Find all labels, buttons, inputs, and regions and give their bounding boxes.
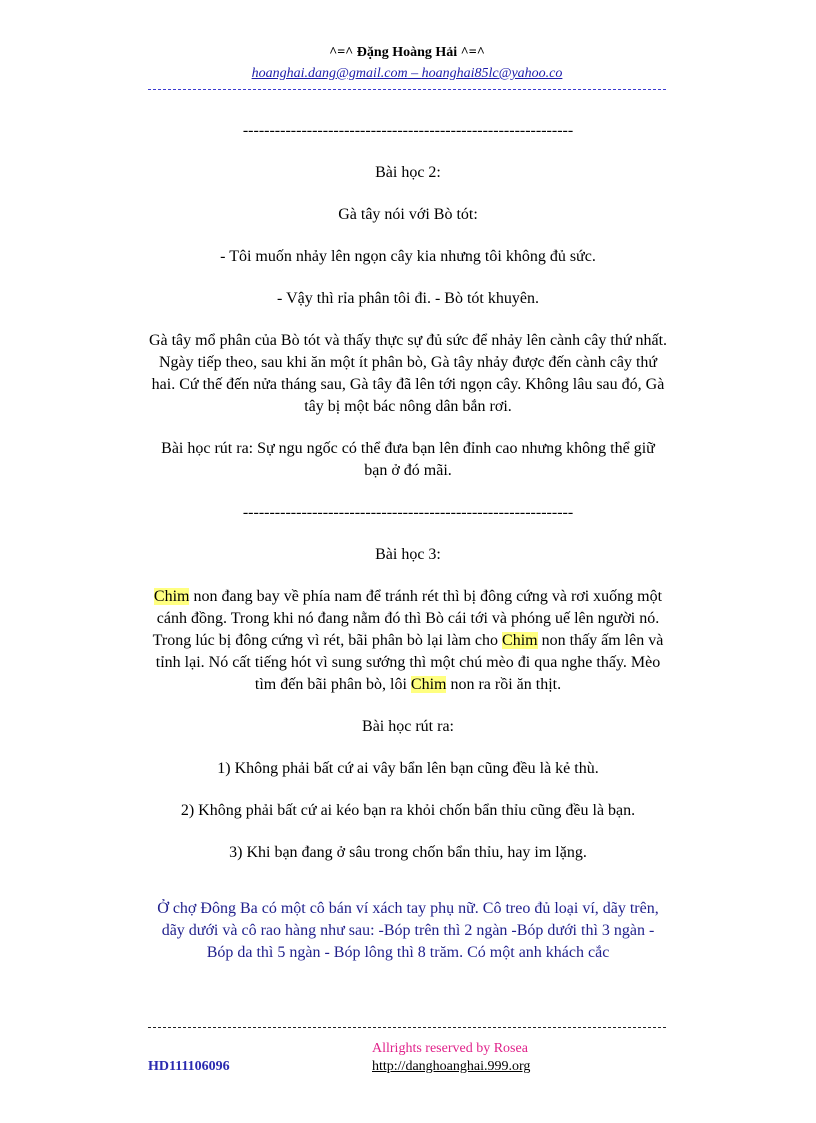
highlighted-word: Chim bbox=[502, 632, 538, 649]
lesson3-moral2: 2) Không phải bất cứ ai kéo bạn ra khỏi chốn bẩn thỉu cũng đều là bạn. bbox=[180, 802, 636, 819]
highlighted-word: Chim bbox=[153, 588, 190, 605]
highlighted-word: Chim bbox=[410, 676, 447, 693]
header-emails bbox=[148, 66, 666, 82]
header-divider bbox=[148, 89, 666, 90]
closing-paragraph: Ở chợ Đông Ba có một cô bán ví xách tay phụ nữ. Cô treo đủ loại ví, dãy trên, dãy dưới và cô rao hàng như sau: -Bóp trên thì 2 ngàn -Bóp dưới thì 3 ngàn - Bóp da thì 5 ngàn - Bóp lông thì 8 trăm. Có một anh khách cắc bbox=[157, 900, 659, 961]
section-separator: -------------------------------------------------------------- bbox=[242, 122, 574, 139]
lesson3-text-part3: non ra rồi ăn thịt. bbox=[446, 676, 562, 693]
footer-divider bbox=[148, 1027, 666, 1028]
lesson3-moral-heading: Bài học rút ra: bbox=[362, 718, 454, 735]
lesson2-paragraph: Gà tây mổ phân của Bò tót và thấy thực sự đủ sức để nhảy lên cành cây thứ nhất. Ngày tiếp theo, sau khi ăn một ít phân bò, Gà tây nhảy được đến cành cây thứ hai. Cứ thế đến nửa tháng sau, Gà tây đã lên tới ngọn cây. Không lâu sau đó, Gà tây bị một bác nông dân bắn rơi. bbox=[148, 332, 668, 415]
lesson3-moral1: 1) Không phải bất cứ ai vây bẩn lên bạn cũng đều là kẻ thù. bbox=[217, 760, 599, 777]
section-separator: -------------------------------------------------------------- bbox=[242, 504, 574, 521]
lesson2-line1: Gà tây nói với Bò tót: bbox=[338, 206, 478, 223]
lesson3-text-part1: non đang bay về phía nam để tránh rét thì bị đông cứng và rơi xuống một cánh đồng. Trong khi nó đang nằm đó thì Bò cái tới và phóng uế lên người nó. Trong lúc bị đông cứng vì rét, bãi phân bò lại làm cho bbox=[152, 588, 663, 649]
footer-rights: Allrights reserved by Rosea bbox=[372, 1041, 528, 1056]
document-body bbox=[148, 120, 668, 964]
header-title: ^=^ Đặng Hoàng Hải ^=^ bbox=[329, 45, 485, 60]
lesson2-moral: Bài học rút ra: Sự ngu ngốc có thể đưa bạn lên đỉnh cao nhưng không thể giữ bạn ở đó mãi. bbox=[161, 440, 655, 479]
lesson3-moral3: 3) Khi bạn đang ở sâu trong chốn bẩn thỉu, hay im lặng. bbox=[229, 844, 587, 861]
lesson2-line3: - Vậy thì rỉa phân tôi đi. - Bò tót khuyên. bbox=[277, 290, 539, 307]
footer-doc-code: HD111106096 bbox=[148, 1059, 230, 1074]
email-link-yahoo[interactable]: hoanghai85lc@yahoo.co bbox=[421, 66, 563, 81]
email-link-gmail[interactable]: hoanghai.dang@gmail.com bbox=[251, 66, 408, 81]
lesson3-paragraph bbox=[148, 586, 668, 696]
lesson3-heading: Bài học 3: bbox=[375, 546, 441, 563]
lesson3-text-part2: non thấy ấm lên và tỉnh lại. Nó cất tiếng hót vì sung sướng thì một chú mèo đi qua nghe thấy. Mèo tìm đến bãi phân bò, lôi bbox=[155, 632, 664, 693]
email-separator: – bbox=[407, 66, 422, 81]
lesson2-line2: - Tôi muốn nhảy lên ngọn cây kia nhưng tôi không đủ sức. bbox=[220, 248, 596, 265]
lesson2-heading: Bài học 2: bbox=[375, 164, 441, 181]
footer-url-link[interactable]: http://danghoanghai.999.org bbox=[372, 1059, 531, 1074]
